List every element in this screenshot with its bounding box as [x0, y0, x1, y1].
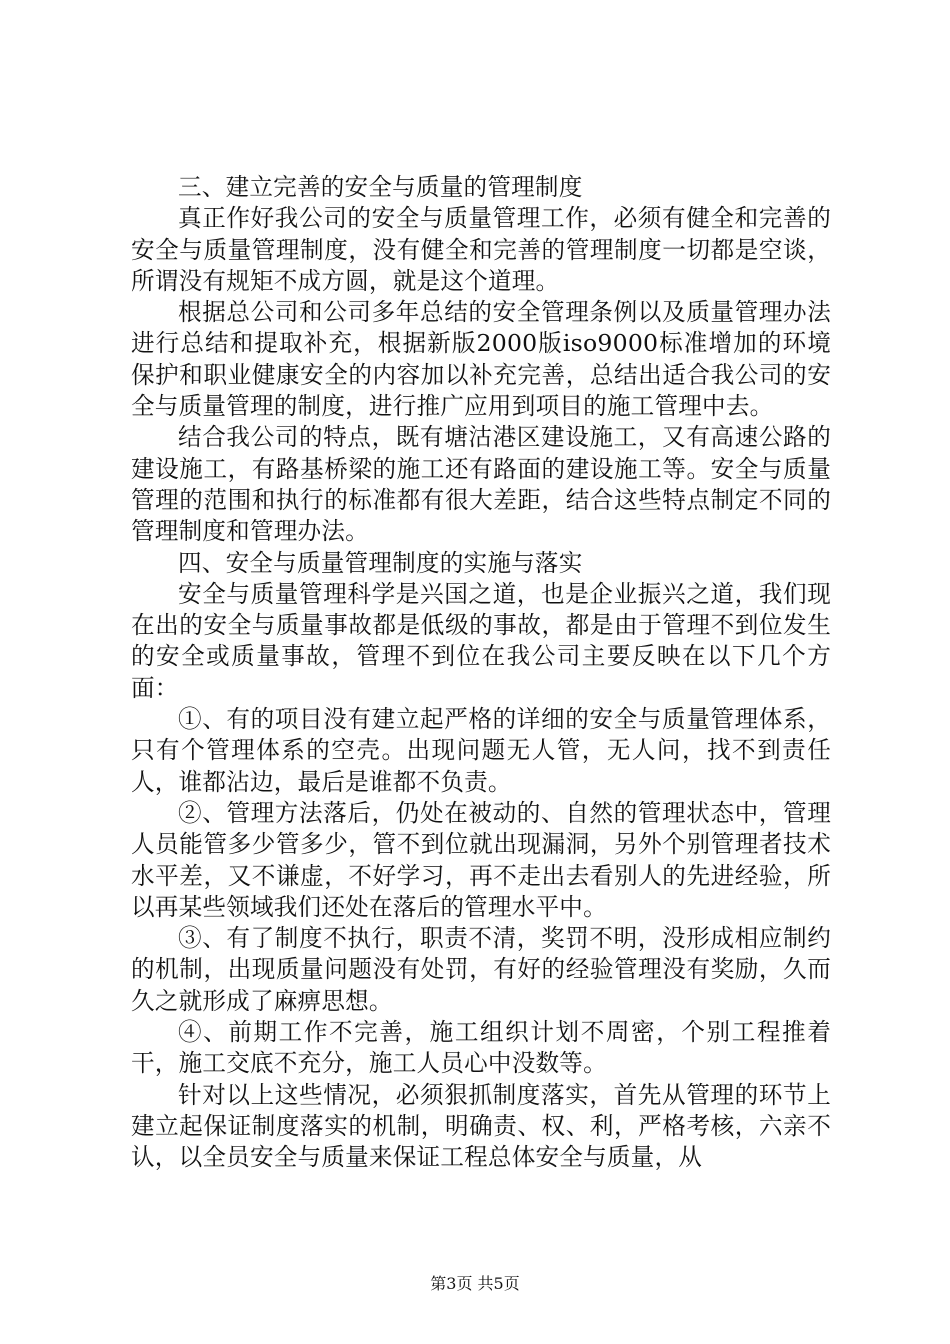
document-body — [131, 172, 831, 1174]
paragraph: 结合我公司的特点，既有塘沽港区建设施工，又有高速公路的建设施工，有路基桥梁的施工还有路面的建设施工等。安全与质量管理的范围和执行的标准都有很大差距，结合这些特点制定不同的管理制度和管理办法。 — [131, 423, 831, 546]
paragraph: 安全与质量管理科学是兴国之道，也是企业振兴之道，我们现在出的安全与质量事故都是低级的事故，都是由于管理不到位发生的安全或质量事故，管理不到位在我公司主要反映在以下几个方面： — [131, 579, 831, 702]
section-heading-3: 三、建立完善的安全与质量的管理制度 — [178, 173, 583, 201]
list-item-3: ③、有了制度不执行，职责不清，奖罚不明，没形成相应制约的机制，出现质量问题没有处罚，有好的经验管理没有奖励，久而久之就形成了麻痹思想。 — [131, 924, 831, 1015]
paragraph: 根据总公司和公司多年总结的安全管理条例以及质量管理办法进行总结和提取补充，根据新版2000版iso9000标准增加的环境保护和职业健康安全的内容加以补充完善，总结出适合我公司的安全与质量管理的制度，进行推广应用到项目的施工管理中去。 — [131, 298, 831, 421]
section-heading-4: 四、安全与质量管理制度的实施与落实 — [178, 548, 583, 577]
list-item-1: ①、有的项目没有建立起严格的详细的安全与质量管理体系，只有个管理体系的空壳。出现问题无人管，无人问，找不到责任人，谁都沾边，最后是谁都不负责。 — [131, 705, 831, 796]
paragraph: 真正作好我公司的安全与质量管理工作，必须有健全和完善的安全与质量管理制度，没有健全和完善的管理制度一切都是空谈，所谓没有规矩不成方圆，就是这个道理。 — [131, 204, 831, 295]
list-item-2: ②、管理方法落后，仍处在被动的、自然的管理状态中，管理人员能管多少管多少，管不到位就出现漏洞，另外个别管理者技术水平差，又不谦虚，不好学习，再不走出去看别人的先进经验，所以再某些领域我们还处在落后的管理水平中。 — [131, 798, 831, 921]
paragraph: 针对以上这些情况，必须狠抓制度落实，首先从管理的环节上建立起保证制度落实的机制，明确责、权、利，严格考核，六亲不认，以全员安全与质量来保证工程总体安全与质量，从 — [131, 1080, 831, 1172]
page-footer: 第3页 共5页 — [430, 1274, 520, 1293]
list-item-4: ④、前期工作不完善，施工组织计划不周密，个别工程推着干，施工交底不充分，施工人员心中没数等。 — [131, 1018, 831, 1078]
